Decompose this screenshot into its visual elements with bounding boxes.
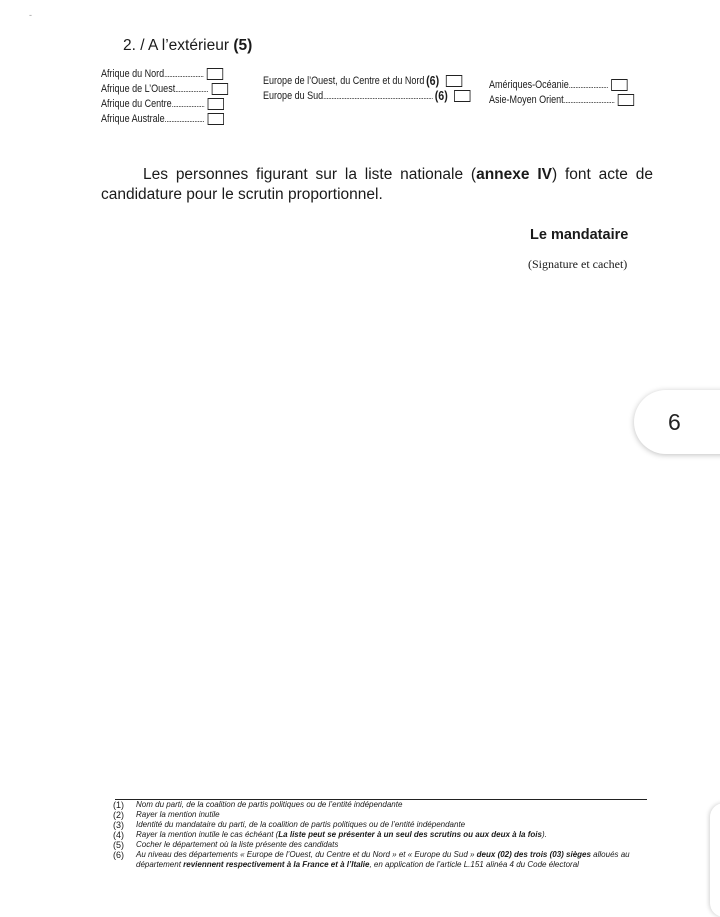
region-row	[101, 66, 228, 81]
region-label: Amériques-Océanie	[489, 78, 569, 91]
section-number: 2.	[123, 37, 136, 54]
section-title: / A l’extérieur	[140, 37, 229, 54]
footnote-part: , en application de l’article L.151 alinéa 4 du Code électoral	[369, 860, 579, 869]
region-checkbox[interactable]	[618, 94, 634, 106]
region-label: Afrique du Nord	[101, 67, 165, 80]
region-column-europe	[263, 73, 471, 103]
footnote-text: Cocher le département où la liste présente des candidats	[136, 840, 339, 849]
region-row	[101, 96, 228, 111]
region-note: (6)	[434, 88, 448, 103]
region-label: Afrique Australe	[101, 112, 165, 125]
footnote	[113, 830, 653, 840]
page-number: 6	[668, 409, 681, 435]
region-label: Europe de l’Ouest, du Centre et du Nord	[263, 74, 425, 87]
footnote	[113, 810, 653, 820]
region-row	[489, 92, 634, 107]
annex-reference: annexe IV	[476, 166, 552, 183]
leader-dots: ...................................................................	[323, 90, 434, 101]
footnote	[113, 840, 653, 850]
footnote-part: ).	[541, 830, 547, 839]
region-label: Europe du Sud	[263, 89, 324, 102]
footnote-text: Nom du parti, de la coalition de partis politiques ou de l’entité indépendante	[136, 800, 403, 809]
region-row	[489, 77, 634, 92]
footnote-number: (5)	[113, 840, 124, 850]
section-heading	[123, 37, 252, 55]
leader-dots: ...............................	[563, 94, 615, 105]
region-row	[263, 88, 471, 103]
footnote-text	[136, 830, 547, 840]
corner-mark: -	[29, 10, 32, 20]
region-row	[101, 81, 228, 96]
edge-tab	[710, 803, 720, 917]
footnote-number: (4)	[113, 830, 124, 840]
region-label: Afrique de L’Ouest	[101, 82, 176, 95]
region-checkbox[interactable]	[454, 90, 470, 102]
footnote	[113, 850, 653, 870]
footnote-number: (1)	[113, 800, 124, 810]
region-label: Afrique du Centre	[101, 97, 172, 110]
footnote-part: Rayer la mention inutile le cas échéant (	[136, 830, 279, 839]
region-row	[101, 111, 228, 126]
footnote-text: Identité du mandataire du parti, de la coalition de partis politiques ou de l’entité indépendante	[136, 820, 466, 829]
region-column-other	[489, 77, 634, 107]
signature-note: (Signature et cachet)	[528, 257, 628, 271]
region-checkbox[interactable]	[446, 75, 462, 87]
leader-dots: ....................	[175, 83, 209, 94]
section-note: (5)	[233, 37, 253, 54]
footnote-part: Au niveau des départements « Europe de l’Ouest, du Centre et du Nord » et « Europe du Sud »	[136, 850, 477, 859]
footnote-number: (6)	[113, 850, 124, 860]
leader-dots: ........................	[164, 113, 205, 124]
leader-dots: ........................	[164, 68, 204, 79]
footnote-text	[136, 850, 653, 870]
leader-dots: ....................	[171, 98, 205, 109]
region-note: (6)	[426, 73, 440, 88]
region-checkbox[interactable]	[207, 68, 223, 80]
region-checkbox[interactable]	[611, 79, 627, 91]
region-checkbox[interactable]	[207, 113, 223, 125]
footnote-emphasis: reviennent respectivement à la France et à l’Italie	[183, 860, 370, 869]
footnote	[113, 800, 653, 810]
region-checkbox[interactable]	[208, 98, 224, 110]
footnote-emphasis: La liste peut se présenter à un seul des scrutins ou aux deux à la fois	[278, 830, 542, 839]
region-checkbox[interactable]	[211, 83, 227, 95]
signature-title: Le mandataire	[530, 227, 629, 243]
paragraph-text: ) font acte de candidature pour le scrutin proportionnel.	[101, 166, 653, 203]
region-row	[263, 73, 471, 88]
leader-dots: ........................	[568, 79, 609, 90]
footnotes	[113, 800, 653, 870]
region-label: Asie-Moyen Orient	[489, 93, 564, 106]
footnote-emphasis: deux (02) des trois (03) sièges	[476, 850, 591, 859]
footnote	[113, 820, 653, 830]
footnote-text: Rayer la mention inutile	[136, 810, 220, 819]
region-column-africa	[101, 66, 228, 126]
candidacy-paragraph	[101, 165, 653, 205]
footnote-number: (3)	[113, 820, 124, 830]
paragraph-text: Les personnes figurant sur la liste nationale (	[143, 166, 477, 183]
footnote-number: (2)	[113, 810, 124, 820]
footnote-part: alloués au département	[136, 850, 630, 869]
